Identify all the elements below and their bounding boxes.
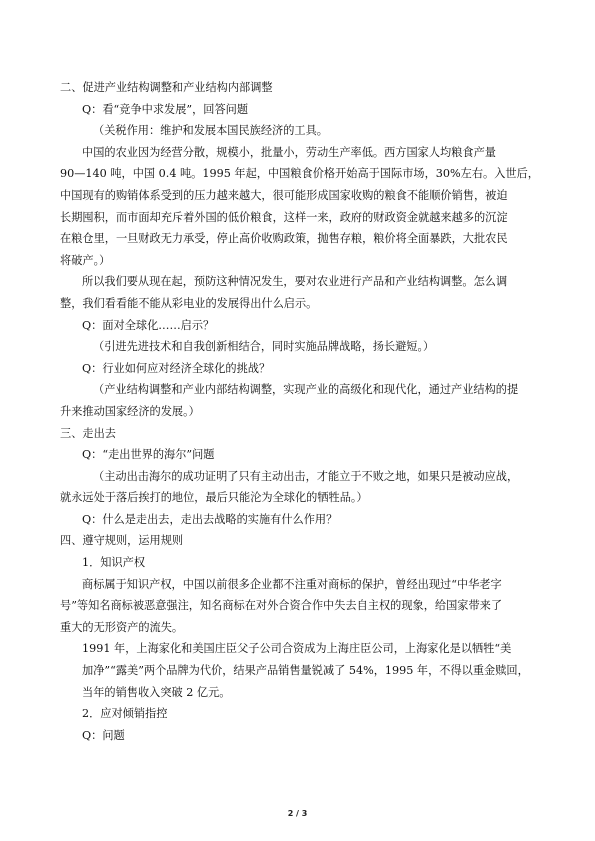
text-line: 商标属于知识产权，中国以前很多企业都不注重对商标的保护，曾经出现过“中华老字	[82, 577, 502, 591]
text-line: 中国现有的购销体系受到的压力越来越大，很可能形成国家收购的粮食不能顺价销售，被迫	[60, 188, 508, 202]
text-line: （引进先进技术和自我创新相结合，同时实施品牌战略，扬长避短。）	[93, 340, 435, 354]
text-line: 长期囤积，而市面却充斥着外国的低价粮食，这样一来，政府的财政资金就越来越多的沉淀	[60, 210, 508, 224]
text-line: Q：行业如何应对经济全球化的挑战？	[82, 361, 271, 375]
text-line: 1991 年，上海家化和美国庄臣父子公司合资成为上海庄臣公司，上海家化是以牺牲“美	[82, 642, 512, 656]
text-line: Q：“走出世界的海尔”问题	[82, 448, 215, 462]
text-line: （关税作用：维护和发展本国民族经济的工具。	[93, 124, 328, 138]
text-line: 当年的销售收入突破 2 亿元。	[82, 685, 231, 699]
text-line: 将破产。）	[60, 253, 111, 267]
text-line: 四、遵守规则，运用规则	[60, 534, 184, 548]
text-line: 三、走出去	[60, 426, 116, 440]
text-line: 重大的无形资产的流失。	[60, 620, 184, 634]
text-line: 90—140 吨，中国 0.4 吨。1995 年起，中国粮食价格开始高于国际市场，30%左右。入世后，	[60, 167, 539, 181]
text-line: 在粮仓里，一旦财政无力承受，停止高价收购政策，抛售存粮，粮价将全面暴跌，大批农民	[60, 232, 508, 246]
text-line: 加净”“露美”两个品牌为代价，结果产品销售量锐减了 54%，1995 年，不得以重金赎回，	[82, 664, 529, 678]
text-line: 2．应对倾销指控	[82, 707, 168, 721]
text-line: 号”等知名商标被恶意强注，知名商标在对外合资合作中失去自主权的现象，给国家带来了	[60, 599, 503, 613]
page-number: 2 / 3	[287, 809, 308, 818]
text-line: 中国的农业因为经营分散，规模小，批量小，劳动生产率低。西方国家人均粮食产量	[82, 145, 496, 159]
text-line: 升来推动国家经济的发展。）	[60, 404, 200, 418]
document-body	[60, 77, 540, 746]
text-line: 1．知识产权	[82, 556, 146, 570]
text-line: 整，我们看看能不能从彩电业的发展得出什么启示。	[60, 296, 318, 310]
text-line: （产业结构调整和产业内部结构调整，实现产业的高级化和现代化，通过产业结构的提	[93, 383, 519, 397]
text-line: 二、促进产业结构调整和产业结构内部调整	[60, 81, 273, 94]
text-line: 就永远处于落后挨打的地位，最后只能沦为全球化的牺牲品。）	[60, 491, 368, 505]
text-line: 所以我们要从现在起，预防这种情况发生，要对农业进行产品和产业结构调整。怎么调	[82, 275, 508, 289]
text-line: Q：面对全球化……启示？	[82, 318, 215, 332]
text-line: （主动出击海尔的成功证明了只有主动出击，才能立于不败之地，如果只是被动应战，	[93, 469, 519, 483]
text-line: Q：看“竞争中求发展”，回答问题	[82, 102, 249, 116]
text-line: Q：问题	[82, 728, 125, 742]
text-line: Q：什么是走出去，走出去战略的实施有什么作用？	[82, 512, 338, 526]
